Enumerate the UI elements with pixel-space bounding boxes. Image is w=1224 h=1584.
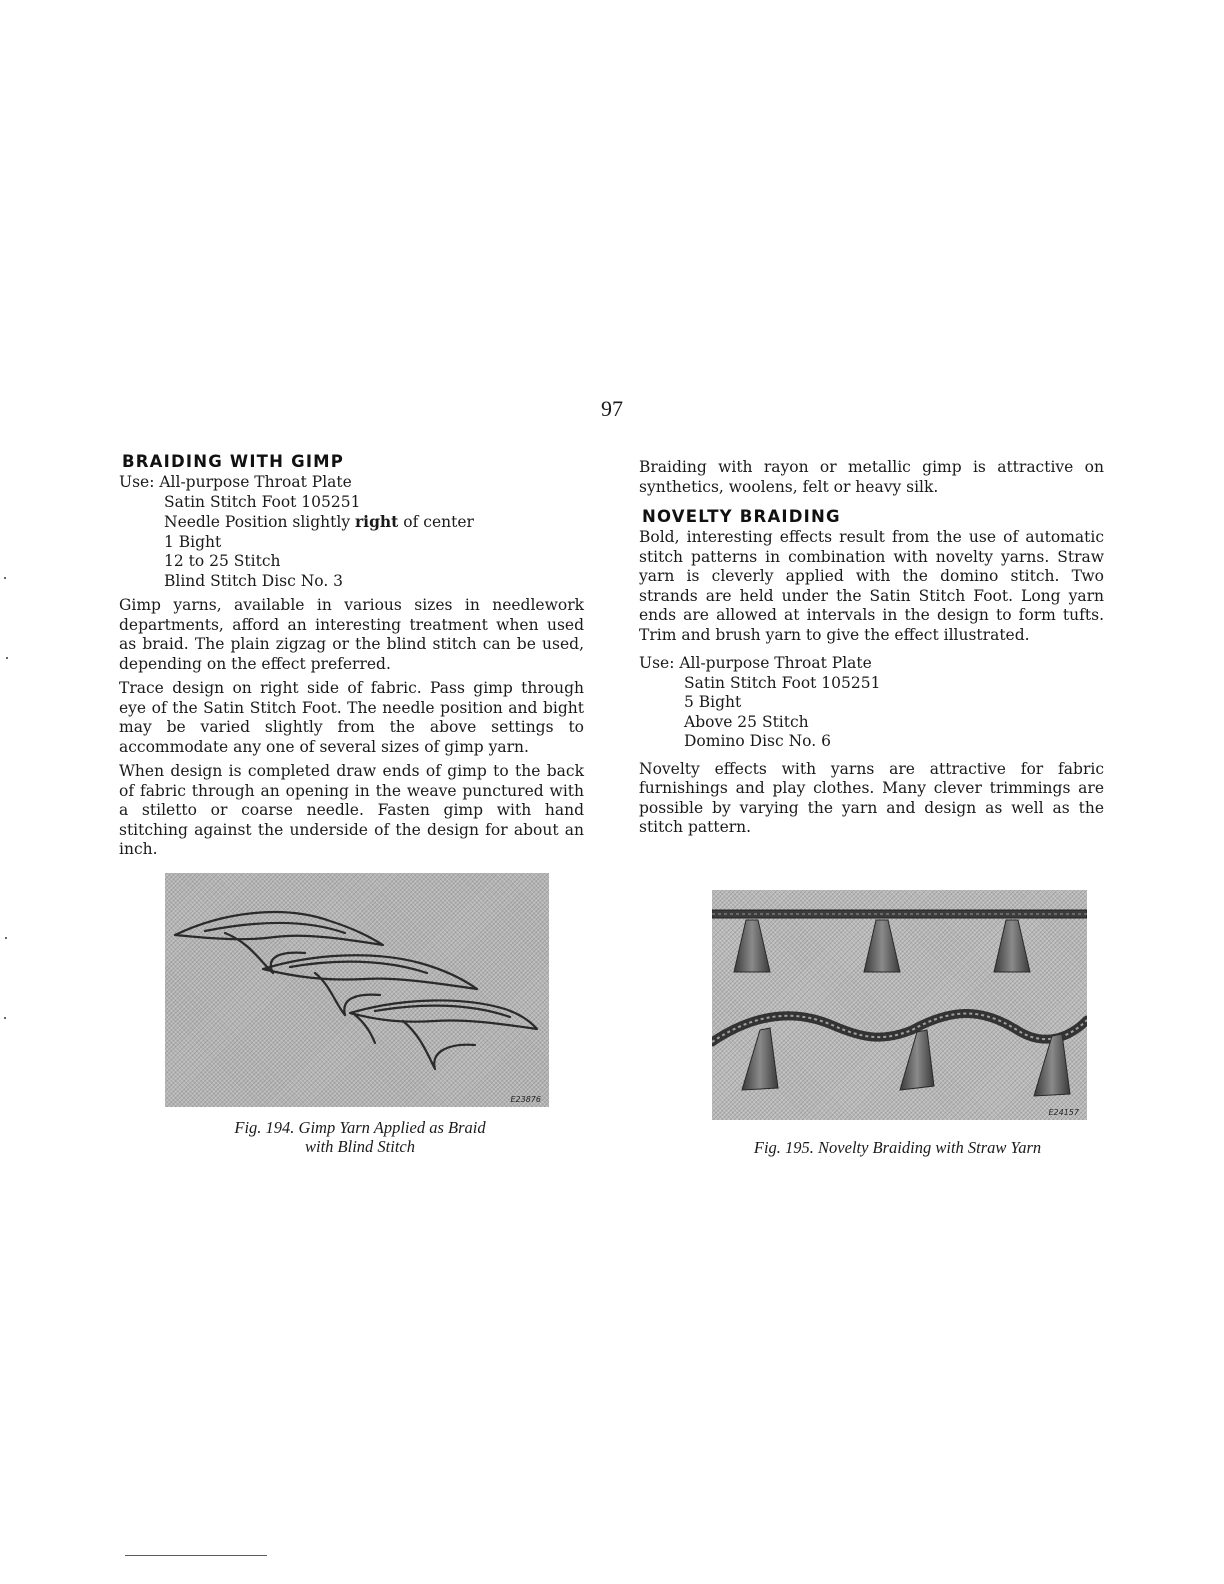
figure-194-gimp-braid-photo (165, 873, 549, 1107)
body-paragraph: Bold, interesting effects result from the use of automatic stitch patterns in combination with novelty yarns. Straw yarn is cleverly applied with the domino stitch. Two strands are held under the Satin Stitch Foot. Long yarn ends are allowed at intervals in the design to form tufts. Trim and brush yarn to give the effect illustrated. (639, 528, 1104, 644)
settings-line: 5 Bight (684, 693, 742, 711)
settings-line: Blind Stitch Disc No. 3 (164, 571, 344, 590)
emphasis-right: right (355, 512, 399, 531)
settings-line: Above 25 Stitch (684, 712, 809, 731)
body-paragraph: Trace design on right side of fabric. Pass gimp through eye of the Satin Stitch Foot. The needle position and bight may be varied slightly from the above settings to accommodate any one of several sizes of gimp yarn. (119, 679, 584, 756)
figure-194-caption (150, 1118, 570, 1156)
scan-speck (5, 937, 7, 939)
settings-line: 1 Bight (164, 532, 222, 551)
left-column (119, 452, 584, 865)
settings-line-needle-position (119, 512, 584, 533)
settings-list (119, 473, 584, 591)
figure-195-novelty-braid-photo (712, 890, 1087, 1120)
section-heading-braiding-with-gimp: BRAIDING WITH GIMP (122, 452, 345, 471)
settings-line: Use: All-purpose Throat Plate (639, 654, 872, 672)
tassel-braid-illustration (712, 890, 1087, 1120)
settings-line: Satin Stitch Foot 105251 (684, 673, 881, 692)
settings-line: Domino Disc No. 6 (684, 732, 831, 750)
footer-link-rule (125, 1555, 267, 1556)
settings-line: 12 to 25 Stitch (164, 552, 281, 570)
needle-position-suffix: of center (398, 513, 474, 531)
scan-speck (4, 1017, 6, 1019)
settings-line: Satin Stitch Foot 105251 (164, 492, 361, 511)
whale-braid-illustration (165, 873, 549, 1107)
right-column (639, 458, 1104, 843)
figure-id: E24157 (1048, 1108, 1079, 1117)
needle-position-text: Needle Position slightly (164, 513, 356, 531)
section-heading-novelty-braiding: NOVELTY BRAIDING (642, 507, 841, 526)
caption-line: Fig. 194. Gimp Yarn Applied as Braid (234, 1118, 486, 1137)
page-number: 97 (601, 396, 623, 421)
settings-list (639, 654, 1104, 752)
body-paragraph: Gimp yarns, available in various sizes in needlework departments, afford an interesting treatment when used as braid. The plain zigzag or the blind stitch can be used, depending on the effect preferred. (119, 596, 584, 673)
figure-195-caption: Fig. 195. Novelty Braiding with Straw Yarn (753, 1138, 1042, 1157)
figure-id: E23876 (510, 1095, 541, 1104)
scan-speck (6, 657, 8, 659)
settings-line: Use: All-purpose Throat Plate (119, 473, 352, 491)
body-paragraph: When design is completed draw ends of gimp to the back of fabric through an opening in the weave punctured with a stiletto or coarse needle. Fasten gimp with hand stitching against the underside of the design for about an inch. (119, 762, 584, 858)
body-paragraph: Novelty effects with yarns are attractive for fabric furnishings and play clothes. Many clever trimmings are possible by varying the yarn and design as well as the stitch pattern. (639, 759, 1104, 836)
caption-line: with Blind Stitch (305, 1137, 415, 1156)
scan-speck (4, 577, 6, 579)
intro-paragraph: Braiding with rayon or metallic gimp is attractive on synthetics, woolens, felt or heavy silk. (639, 458, 1104, 496)
